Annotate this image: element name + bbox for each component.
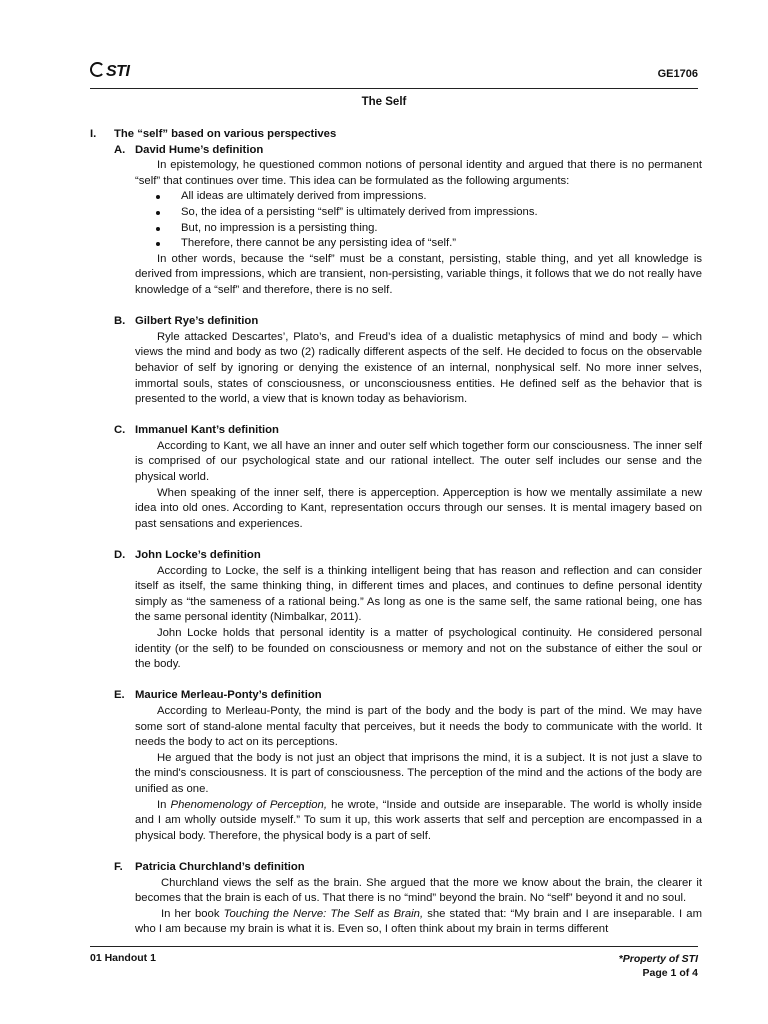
subsection-heading-locke: D. John Locke’s definition xyxy=(114,549,261,562)
book-title: Touching the Nerve: The Self as Brain, xyxy=(223,907,424,920)
handout-label: 01 Handout 1 xyxy=(90,952,156,964)
list-item: Therefore, there cannot be any persisting idea of “self.” xyxy=(156,236,702,252)
paragraph: In Phenomenology of Perception, he wrote, “Inside and outside are inseparable. The world is wholly inside and I am wholly outside myself.” To sum it up, this work asserts that self and perception are encompassed in a physical body. Therefore, the physical body is a part of self. xyxy=(135,798,702,842)
page-number: Page 1 of 4 xyxy=(642,967,698,979)
paragraph: In epistemology, he questioned common notions of personal identity and argued that there is no permanent “self” that continues over time. This idea can be formulated as the following arguments: xyxy=(135,159,702,187)
subsection-heading-merleau-ponty: E. Maurice Merleau-Ponty’s definition xyxy=(114,689,322,702)
list-item: But, no impression is a persisting thing. xyxy=(156,221,702,237)
book-title: Phenomenology of Perception, xyxy=(170,798,327,811)
paragraph: Churchland views the self as the brain. She argued that the more we know about the brain, the clearer it becomes that the brain is each of us. That there is no “mind” beyond the brain. No “self” beyond it and no soul. xyxy=(135,876,702,905)
paragraph: When speaking of the inner self, there is apperception. Apperception is how we mentally assimilate a new idea into old ones. According to Kant, representation occurs through our senses. It is mental imagery based on past sensations and experiences. xyxy=(135,486,702,530)
paragraph: John Locke holds that personal identity is a matter of psychological continuity. He considered personal identity (or the self) to be founded on consciousness or memory and not on the substance of either the soul or the body. xyxy=(135,627,702,671)
document-code: GE1706 xyxy=(657,68,698,80)
property-notice: *Property of STI xyxy=(618,953,698,965)
sti-logo: STI xyxy=(90,62,129,81)
page-header xyxy=(90,62,698,89)
subsection-heading-hume: A. David Hume’s definition xyxy=(114,143,264,156)
logo-ring-icon xyxy=(90,62,105,77)
section-heading: I. The “self” based on various perspectives xyxy=(90,128,337,140)
document-body xyxy=(90,124,702,938)
argument-list xyxy=(90,189,702,251)
paragraph: According to Locke, the self is a thinking intelligent being that has reason and reflection and can consider itself as itself, the same thinking thing, in different times and places, and continues to define personal identity simply as “the sameness of a rational being.” As long as one is the same self, the same rational being, one has the same personal identity (Nimbalkar, 2011). xyxy=(135,564,702,624)
paragraph: In her book Touching the Nerve: The Self as Brain, she stated that: “My brain and I are inseparable. I am who I am because my brain is what it is. Even so, I often think about my brain in terms different xyxy=(135,907,702,936)
subsection-heading-churchland: F. Patricia Churchland’s definition xyxy=(114,860,305,873)
paragraph: According to Kant, we all have an inner and outer self which together form our consciousness. The inner self is comprised of our psychological state and our rational intellect. The outer self includes our sense and the physical world. xyxy=(135,439,702,484)
document-title: The Self xyxy=(361,96,407,108)
paragraph: He argued that the body is not just an object that imprisons the mind, it is a subject. It is not just a slave to the mind's consciousness. It is part of consciousness. The perception of the mind and the actions of the body are unified as one. xyxy=(135,751,702,795)
list-item: So, the idea of a persisting “self” is ultimately derived from impressions. xyxy=(156,205,702,221)
subsection-heading-ryle: B. Gilbert Rye’s definition xyxy=(114,315,259,328)
paragraph: According to Merleau-Ponty, the mind is part of the body and the body is part of the mind. We may have some sort of stand-alone mental faculty that perceives, but it needs the body to communicate with the world. It needs the body to act on its perceptions. xyxy=(135,704,702,749)
paragraph: Ryle attacked Descartes’, Plato’s, and Freud’s idea of a dualistic metaphysics of mind and body – which views the mind and body as two (2) radically different aspects of the self. He decided to focus on the observable behavior of self by ignoring or denying the existence of an internal, nonphysical self. No more inner selves, immortal souls, states of consciousness, or unconsciousness entities. He defined self as the behavior that is presented to the world, a view that is known today as behaviorism. xyxy=(135,330,702,406)
paragraph: In other words, because the “self” must be a constant, persisting, stable thing, and yet all knowledge is derived from impressions, which are transient, non-persisting, variable things, it follows that we do not really have knowledge of a “self” and therefore, there is no self. xyxy=(135,252,702,296)
subsection-heading-kant: C. Immanuel Kant’s definition xyxy=(114,424,279,437)
list-item: All ideas are ultimately derived from impressions. xyxy=(156,189,702,205)
page-footer xyxy=(90,946,698,979)
